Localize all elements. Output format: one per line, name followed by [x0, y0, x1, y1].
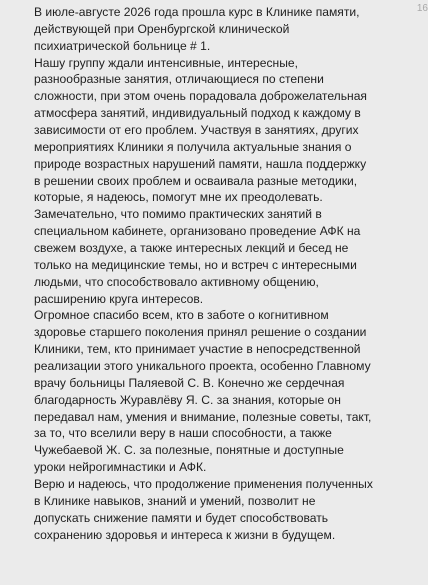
message-line: уроки нейрогимнастики и АФК. [34, 460, 207, 475]
message-line: Верю и надеюсь, что продолжение применения полученных [34, 477, 373, 492]
message-line: допускать снижение памяти и будет способствовать [34, 510, 329, 525]
message-line: атмосфера занятий, индивидуальный подход к каждому в [34, 106, 361, 121]
message-line: только на медицинские темы, но и встреч с интересными [34, 257, 357, 272]
message-line: в решении своих проблем и осваивала разные методики, [34, 173, 358, 188]
message-line: сложности, при этом очень порадовала доброжелательная [34, 89, 367, 104]
message-line: в Клинике навыков, знаний и умений, позволит не [34, 493, 316, 508]
message-timestamp: 16 [416, 3, 428, 14]
message-line: В июле-августе 2026 года прошла курс в Клинике памяти, [34, 5, 360, 19]
message-line: людьми, что способствовало активному общению, [34, 274, 319, 289]
message-line: реализации этого уникального проекта, особенно Главному [34, 359, 371, 374]
message-line: зависимости от его проблем. Участвуя в занятиях, других [34, 123, 359, 138]
message-line: Нашу группу ждали интенсивные, интересные, [34, 55, 298, 70]
message-line: благодарность Журавлёву Я. С. за знания, которые он [34, 392, 341, 407]
message-line: разнообразные занятия, отличающиеся по степени [34, 72, 324, 87]
message-line: действующей при Оренбургской клинической [34, 21, 290, 36]
message-line: мероприятиях Клиники я получила актуальные знания о [34, 139, 352, 154]
message-line: психиатрической больнице # 1. [34, 38, 211, 53]
message-line: свежем воздухе, а также интересных лекций и бесед не [34, 241, 349, 256]
message-line: врачу больницы Паляевой С. В. Конечно же сердечная [34, 375, 345, 390]
message-line: передавал нам, умения и внимание, полезные советы, такт, [34, 409, 372, 424]
message-line: Замечательно, что помимо практических занятий в [34, 207, 322, 222]
message-line: Клиники, тем, кто принимает участие в непосредственной [34, 342, 361, 357]
message-line: сохранению здоровья и интереса к жизни в будущем. [34, 527, 336, 542]
message-line: которые, я надеюсь, помогут мне их преодолевать. [34, 190, 323, 205]
message-line: здоровье старшего поколения принял решение о создании [34, 325, 367, 340]
message-line: Чужебаевой Ж. С. за полезные, понятные и доступные [34, 443, 344, 458]
message-line: специальном кабинете, организовано проведение АФК на [34, 224, 361, 239]
message-line: Огромное спасибо всем, кто в заботе о когнитивном [34, 308, 329, 323]
message-line: за то, что вселили веру в наши способности, а также [34, 426, 332, 441]
message-text [34, 4, 418, 544]
message-line: природе возрастных нарушений памяти, нашла поддержку [34, 156, 367, 171]
message-line: расширению круга интересов. [34, 291, 204, 306]
